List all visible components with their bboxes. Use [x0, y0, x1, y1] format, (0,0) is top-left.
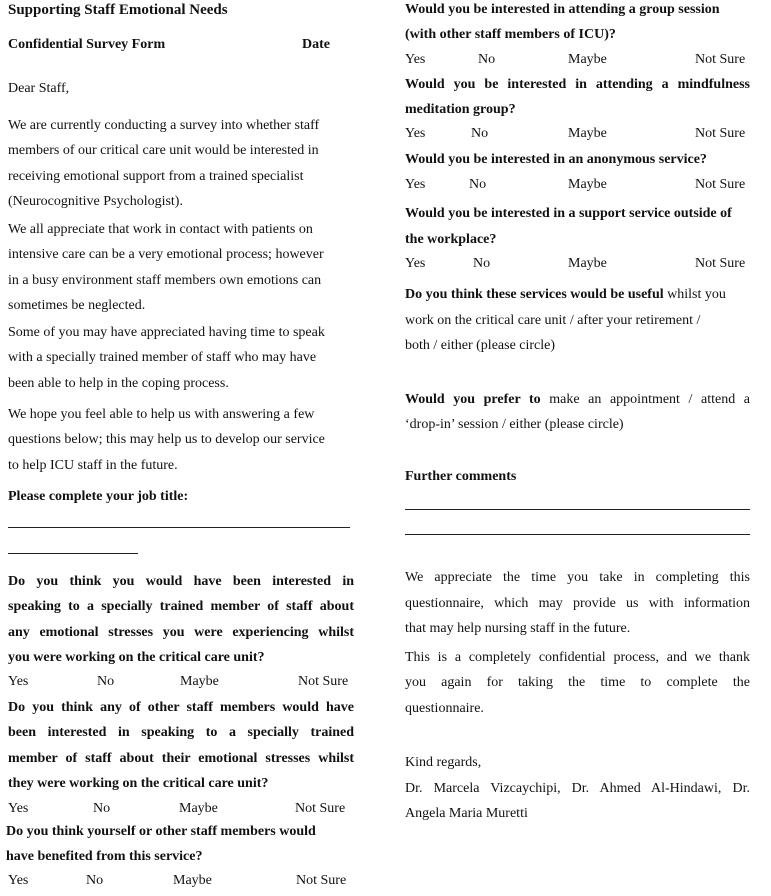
comments-field-line-2[interactable] — [405, 534, 750, 535]
option-maybe[interactable]: Maybe — [568, 52, 607, 67]
form-label: Confidential Survey Form — [8, 37, 166, 52]
comments-field-line-1[interactable] — [405, 509, 750, 510]
answer-options-q3 — [8, 873, 354, 891]
date-label: Date — [302, 37, 330, 52]
job-title-field-line-2[interactable] — [8, 553, 138, 554]
option-not-sure[interactable]: Not Sure — [296, 873, 347, 888]
option-yes[interactable]: Yes — [405, 177, 426, 192]
option-maybe[interactable]: Maybe — [568, 256, 607, 271]
option-maybe[interactable]: Maybe — [173, 873, 212, 888]
job-title-prompt: Please complete your job title: — [8, 489, 189, 504]
answer-options-anonymous — [405, 177, 751, 195]
option-not-sure[interactable]: Not Sure — [298, 674, 349, 689]
option-maybe[interactable]: Maybe — [180, 674, 219, 689]
option-no[interactable]: No — [86, 873, 104, 888]
option-maybe[interactable]: Maybe — [568, 177, 607, 192]
option-not-sure[interactable]: Not Sure — [695, 52, 746, 67]
option-no[interactable]: No — [473, 256, 491, 271]
option-yes[interactable]: Yes — [405, 126, 426, 141]
option-no[interactable]: No — [469, 177, 487, 192]
kind-regards: Kind regards, — [405, 755, 482, 770]
option-no[interactable]: No — [478, 52, 496, 67]
salutation: Dear Staff, — [8, 81, 70, 96]
option-yes[interactable]: Yes — [405, 256, 426, 271]
answer-options-q1 — [8, 674, 354, 692]
further-comments-label: Further comments — [405, 469, 517, 484]
option-no[interactable]: No — [471, 126, 489, 141]
option-not-sure[interactable]: Not Sure — [295, 801, 346, 816]
option-not-sure[interactable]: Not Sure — [695, 126, 746, 141]
option-yes[interactable]: Yes — [8, 674, 29, 689]
option-not-sure[interactable]: Not Sure — [695, 256, 746, 271]
option-no[interactable]: No — [93, 801, 111, 816]
option-not-sure[interactable]: Not Sure — [695, 177, 746, 192]
answer-options-group-session — [405, 52, 751, 70]
option-yes[interactable]: Yes — [8, 801, 29, 816]
form-title: Supporting Staff Emotional Needs — [8, 2, 228, 18]
option-maybe[interactable]: Maybe — [568, 126, 607, 141]
answer-options-mindfulness — [405, 126, 751, 144]
option-no[interactable]: No — [97, 674, 115, 689]
answer-options-q2 — [8, 801, 354, 819]
option-yes[interactable]: Yes — [8, 873, 29, 888]
answer-options-outside-workplace — [405, 256, 751, 274]
option-maybe[interactable]: Maybe — [179, 801, 218, 816]
job-title-field-line-1[interactable] — [8, 527, 350, 528]
option-yes[interactable]: Yes — [405, 52, 426, 67]
